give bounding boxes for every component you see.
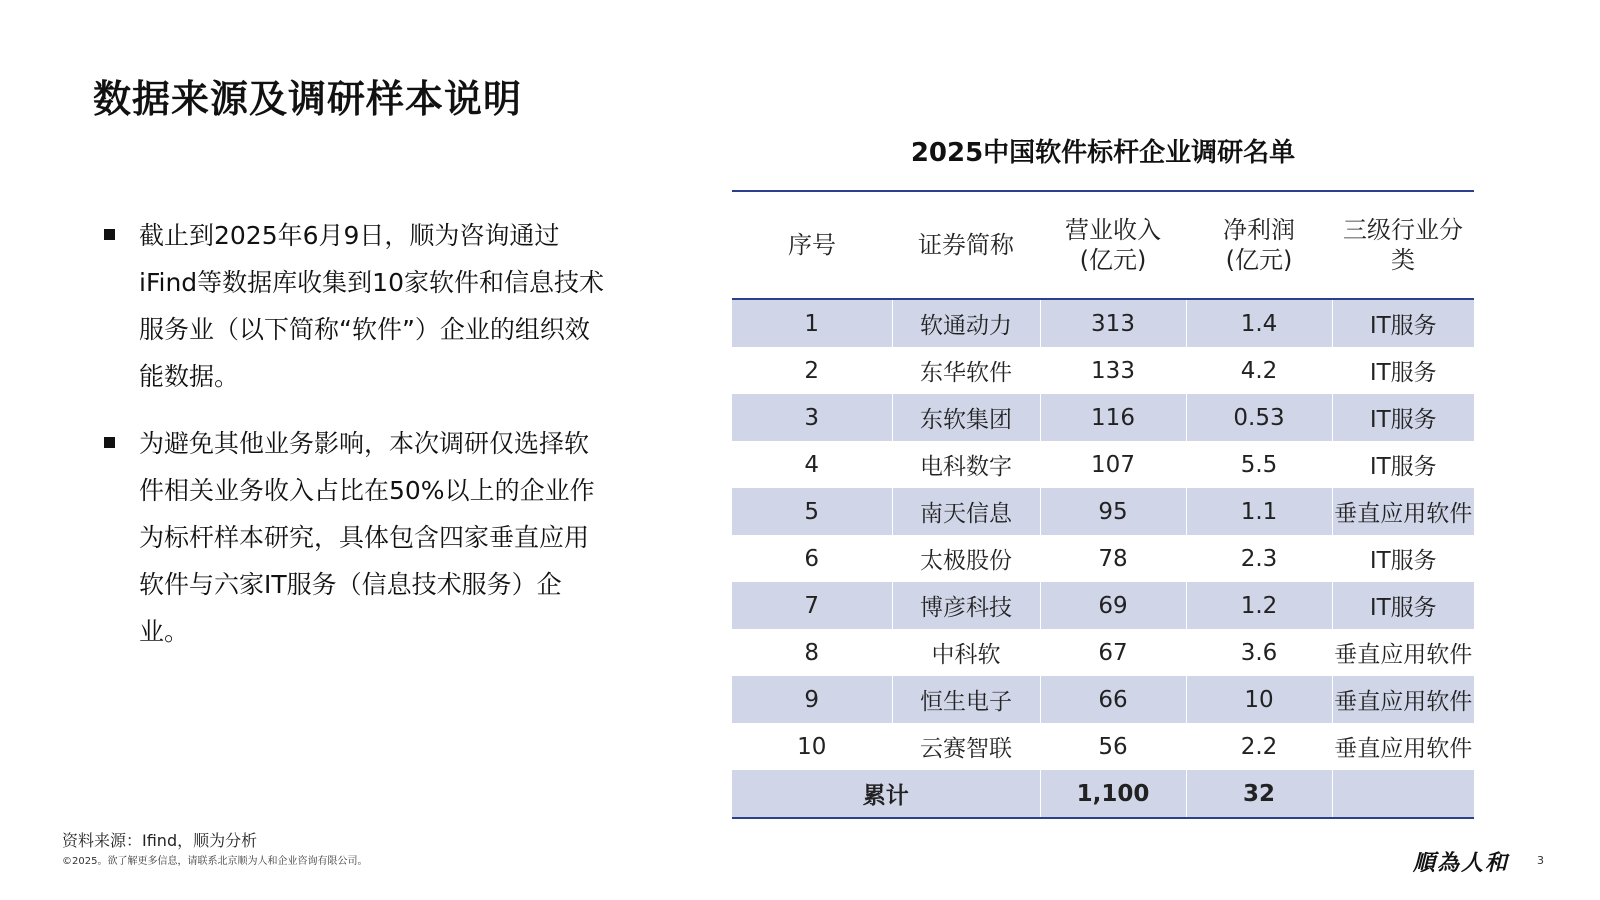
cell-revenue: 66 bbox=[1040, 676, 1186, 723]
cell-revenue: 116 bbox=[1040, 394, 1186, 441]
header-category-label: 三级行业分类 bbox=[1343, 216, 1463, 274]
table-row bbox=[732, 394, 1474, 441]
total-category-empty bbox=[1332, 770, 1474, 818]
company-table bbox=[732, 190, 1474, 819]
cell-index: 8 bbox=[804, 639, 820, 666]
cell-category: IT服务 bbox=[1332, 441, 1474, 488]
header-name bbox=[892, 191, 1040, 299]
cell-index: 10 bbox=[797, 733, 827, 760]
table-row bbox=[732, 299, 1474, 347]
table-header-row bbox=[732, 191, 1474, 299]
header-revenue-label: 营业收入 bbox=[1065, 216, 1161, 244]
cell-name: 云赛智联 bbox=[892, 723, 1040, 770]
header-revenue-unit: (亿元) bbox=[1079, 246, 1147, 274]
page-title: 数据来源及调研样本说明 bbox=[93, 77, 523, 121]
cell-index: 7 bbox=[732, 582, 892, 629]
cell-profit: 1.4 bbox=[1186, 299, 1332, 347]
table-row bbox=[732, 723, 1474, 770]
cell-category: 垂直应用软件 bbox=[1332, 629, 1474, 676]
bullet-text: 为避免其他业务影响，本次调研仅选择软件相关业务收入占比在50%以上的企业作为标杆样本研究，具体包含四家垂直应用软件与六家IT服务（信息技术服务）企业。 bbox=[139, 429, 595, 646]
cell-index: 9 bbox=[732, 676, 892, 723]
cell-index: 2 bbox=[804, 357, 820, 384]
table-title: 2025中国软件标杆企业调研名单 bbox=[910, 138, 1296, 168]
cell-revenue: 78 bbox=[1040, 535, 1186, 582]
header-profit bbox=[1186, 191, 1332, 299]
cell-category: IT服务 bbox=[1332, 299, 1474, 347]
cell-name: 软通动力 bbox=[892, 299, 1040, 347]
cell-name: 东软集团 bbox=[892, 394, 1040, 441]
cell-name: 中科软 bbox=[892, 629, 1040, 676]
header-index bbox=[732, 191, 892, 299]
table-row bbox=[732, 347, 1474, 394]
cell-category: 垂直应用软件 bbox=[1332, 488, 1474, 535]
cell-index: 6 bbox=[804, 545, 820, 572]
total-label: 累计 bbox=[732, 770, 1040, 818]
bullet-item bbox=[104, 420, 604, 655]
cell-revenue: 95 bbox=[1040, 488, 1186, 535]
cell-name: 博彦科技 bbox=[892, 582, 1040, 629]
cell-revenue: 56 bbox=[1040, 723, 1186, 770]
cell-category: 垂直应用软件 bbox=[1332, 676, 1474, 723]
cell-name: 恒生电子 bbox=[892, 676, 1040, 723]
cell-category: IT服务 bbox=[1332, 347, 1474, 394]
cell-name: 电科数字 bbox=[892, 441, 1040, 488]
cell-revenue: 69 bbox=[1040, 582, 1186, 629]
cell-name: 太极股份 bbox=[892, 535, 1040, 582]
header-revenue bbox=[1040, 191, 1186, 299]
table-row bbox=[732, 629, 1474, 676]
bullet-list bbox=[104, 212, 604, 675]
total-profit: 32 bbox=[1186, 770, 1332, 818]
cell-profit: 5.5 bbox=[1186, 441, 1332, 488]
header-name-label: 证券简称 bbox=[918, 231, 1014, 259]
table-total-row bbox=[732, 770, 1474, 818]
cell-category: IT服务 bbox=[1332, 582, 1474, 629]
cell-profit: 1.1 bbox=[1186, 488, 1332, 535]
cell-profit: 2.3 bbox=[1186, 535, 1332, 582]
source-note: 资料来源：Ifind，顺为分析 bbox=[62, 831, 258, 850]
company-logo: 順為人和 bbox=[1413, 850, 1510, 876]
cell-profit: 4.2 bbox=[1186, 347, 1332, 394]
bullet-square-icon bbox=[104, 229, 115, 240]
table-row bbox=[732, 535, 1474, 582]
cell-name: 南天信息 bbox=[892, 488, 1040, 535]
page-number: 3 bbox=[1537, 854, 1544, 867]
cell-profit: 3.6 bbox=[1186, 629, 1332, 676]
header-category bbox=[1332, 191, 1474, 299]
cell-revenue: 67 bbox=[1040, 629, 1186, 676]
copyright-note: ©2025。欲了解更多信息，请联系北京顺为人和企业咨询有限公司。 bbox=[62, 856, 368, 867]
cell-profit: 1.2 bbox=[1186, 582, 1332, 629]
table-row bbox=[732, 441, 1474, 488]
header-profit-unit: (亿元) bbox=[1225, 246, 1293, 274]
table-row bbox=[732, 582, 1474, 629]
cell-revenue: 133 bbox=[1040, 347, 1186, 394]
header-profit-label: 净利润 bbox=[1223, 216, 1295, 244]
bullet-text: 截止到2025年6月9日，顺为咨询通过iFind等数据库收集到10家软件和信息技术服务业（以下简称“软件”）企业的组织效能数据。 bbox=[139, 221, 604, 391]
cell-name: 东华软件 bbox=[892, 347, 1040, 394]
bullet-square-icon bbox=[104, 437, 115, 448]
header-index-label: 序号 bbox=[788, 231, 836, 259]
table-row bbox=[732, 676, 1474, 723]
cell-category: IT服务 bbox=[1332, 535, 1474, 582]
bullet-item bbox=[104, 212, 604, 400]
cell-index: 5 bbox=[732, 488, 892, 535]
table-row bbox=[732, 488, 1474, 535]
total-revenue: 1,100 bbox=[1040, 770, 1186, 818]
cell-revenue: 313 bbox=[1040, 299, 1186, 347]
cell-category: IT服务 bbox=[1332, 394, 1474, 441]
cell-revenue: 107 bbox=[1040, 441, 1186, 488]
cell-profit: 2.2 bbox=[1186, 723, 1332, 770]
cell-index: 1 bbox=[732, 299, 892, 347]
cell-profit: 0.53 bbox=[1186, 394, 1332, 441]
cell-category: 垂直应用软件 bbox=[1332, 723, 1474, 770]
cell-index: 3 bbox=[732, 394, 892, 441]
cell-profit: 10 bbox=[1186, 676, 1332, 723]
cell-index: 4 bbox=[804, 451, 820, 478]
